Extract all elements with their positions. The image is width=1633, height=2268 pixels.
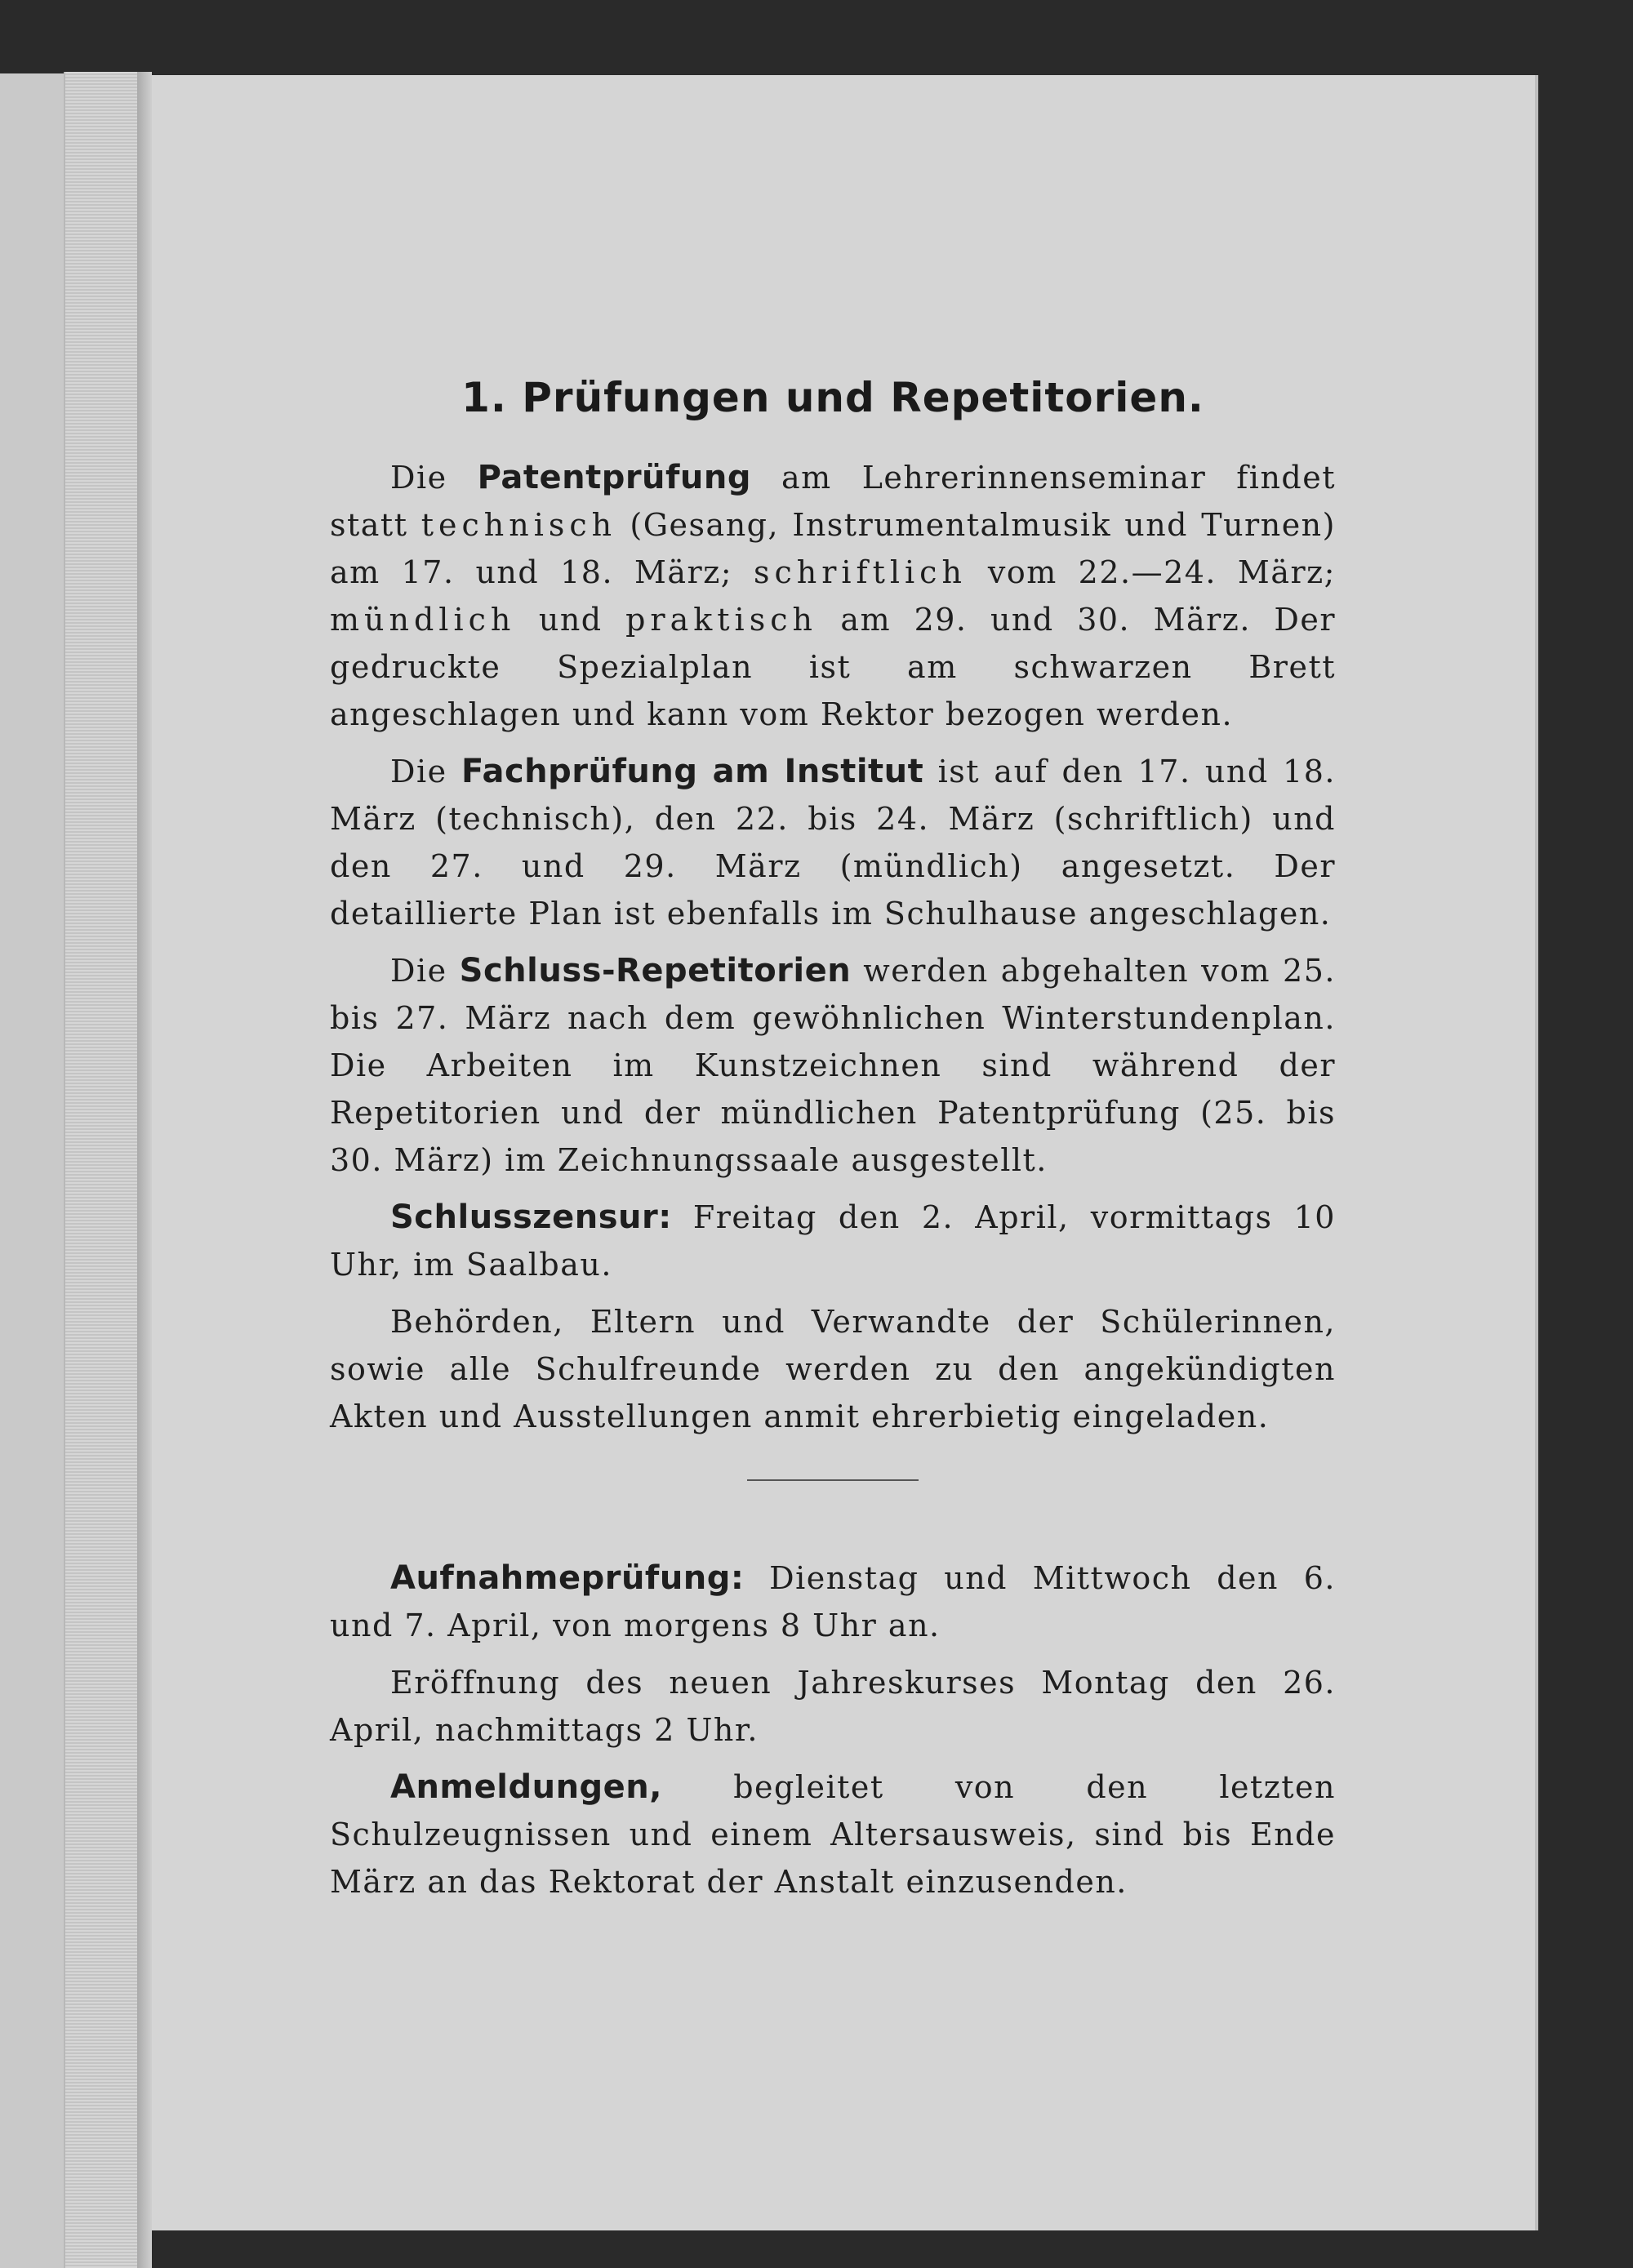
paragraph-einladung [330, 1298, 1336, 1440]
paragraph-patentpruefung [330, 454, 1336, 738]
page-content [330, 374, 1336, 1915]
paragraph-lead: Die [390, 460, 447, 496]
paragraph-text: Dienstag und Mittwoch den 6. und 7. April, von morgens 8 Uhr an. [330, 1560, 1336, 1643]
paragraph-anmeldungen [330, 1763, 1336, 1906]
section-divider [747, 1479, 919, 1481]
paragraph-fachpruefung [330, 748, 1336, 937]
paragraph-text: (Gesang, Instrumentalmusik und Turnen) am 17. und 18. März; [330, 507, 1336, 590]
keyword-aufnahmepruefung: Aufnahmeprüfung: [390, 1559, 745, 1597]
paragraph-schluss-repetitorien [330, 947, 1336, 1184]
keyword-schluss-repetitorien: Schluss-Repetitorien [459, 952, 852, 989]
paragraph-text: am 29. und 30. März. Der gedruckte Spezialplan ist am schwarzen Brett angeschlagen und kann vom Rektor bezogen werden. [330, 602, 1336, 732]
paragraph-text: Eröffnung des neuen Jahreskurses Montag den 26. April, nachmittags 2 Uhr. [330, 1665, 1336, 1748]
book-spine [64, 72, 141, 2268]
paragraph-text: Behörden, Eltern und Verwandte der Schülerinnen, sowie alle Schulfreunde werden zu den angekündigten Akten und Ausstellungen anmit ehrerbietig eingeladen. [330, 1304, 1336, 1434]
paragraph-text: werden abgehalten vom 25. bis 27. März nach dem gewöhnlichen Winterstundenplan. Die Arbeiten im Kunstzeichnen sind während der Repetitorien und der mündlichen Patentprüfung (25. bis 30. März) im Zeichnungssaale ausgestellt. [330, 953, 1336, 1178]
keyword-anmeldungen: Anmeldungen, [390, 1768, 662, 1806]
paragraph-lead: Die [390, 953, 447, 989]
paragraph-text: und [538, 602, 603, 638]
page-title: 1. Prüfungen und Repetitorien. [461, 374, 1204, 421]
keyword-fachpruefung: Fachprüfung am Institut [461, 753, 924, 790]
keyword-patentpruefung: Patentprüfung [477, 459, 752, 496]
paragraph-text: begleitet von den letzten Schulzeugnissen und einem Altersausweis, sind bis Ende März an das Rektorat der Anstalt einzusenden. [330, 1769, 1336, 1900]
spaced-word-technisch: technisch [420, 507, 617, 543]
keyword-schlusszensur: Schlusszensur: [390, 1198, 672, 1236]
paragraph-schlusszensur [330, 1194, 1336, 1288]
paragraph-eroeffnung [330, 1659, 1336, 1754]
left-page-edge [0, 73, 64, 2268]
paragraph-text: vom 22.—24. März; [987, 554, 1336, 590]
spaced-word-schriftlich: schriftlich [753, 554, 967, 590]
paragraph-text: Freitag den 2. April, vormittags 10 Uhr, im Saalbau. [330, 1199, 1336, 1283]
spaced-word-muendlich: mündlich [330, 602, 516, 638]
paragraph-aufnahmepruefung [330, 1554, 1336, 1649]
paragraph-text: ist auf den 17. und 18. März (technisch), den 22. bis 24. März (schriftlich) und den 27. und 29. März (mündlich) angesetzt. Der detaillierte Plan ist ebenfalls im Schulhause angeschlagen. [330, 754, 1336, 932]
spaced-word-praktisch: praktisch [625, 602, 817, 638]
paragraph-lead: Die [390, 754, 447, 789]
gutter-shadow [137, 72, 152, 2268]
paragraph-text: am Lehrerinnenseminar findet statt [330, 460, 1336, 543]
